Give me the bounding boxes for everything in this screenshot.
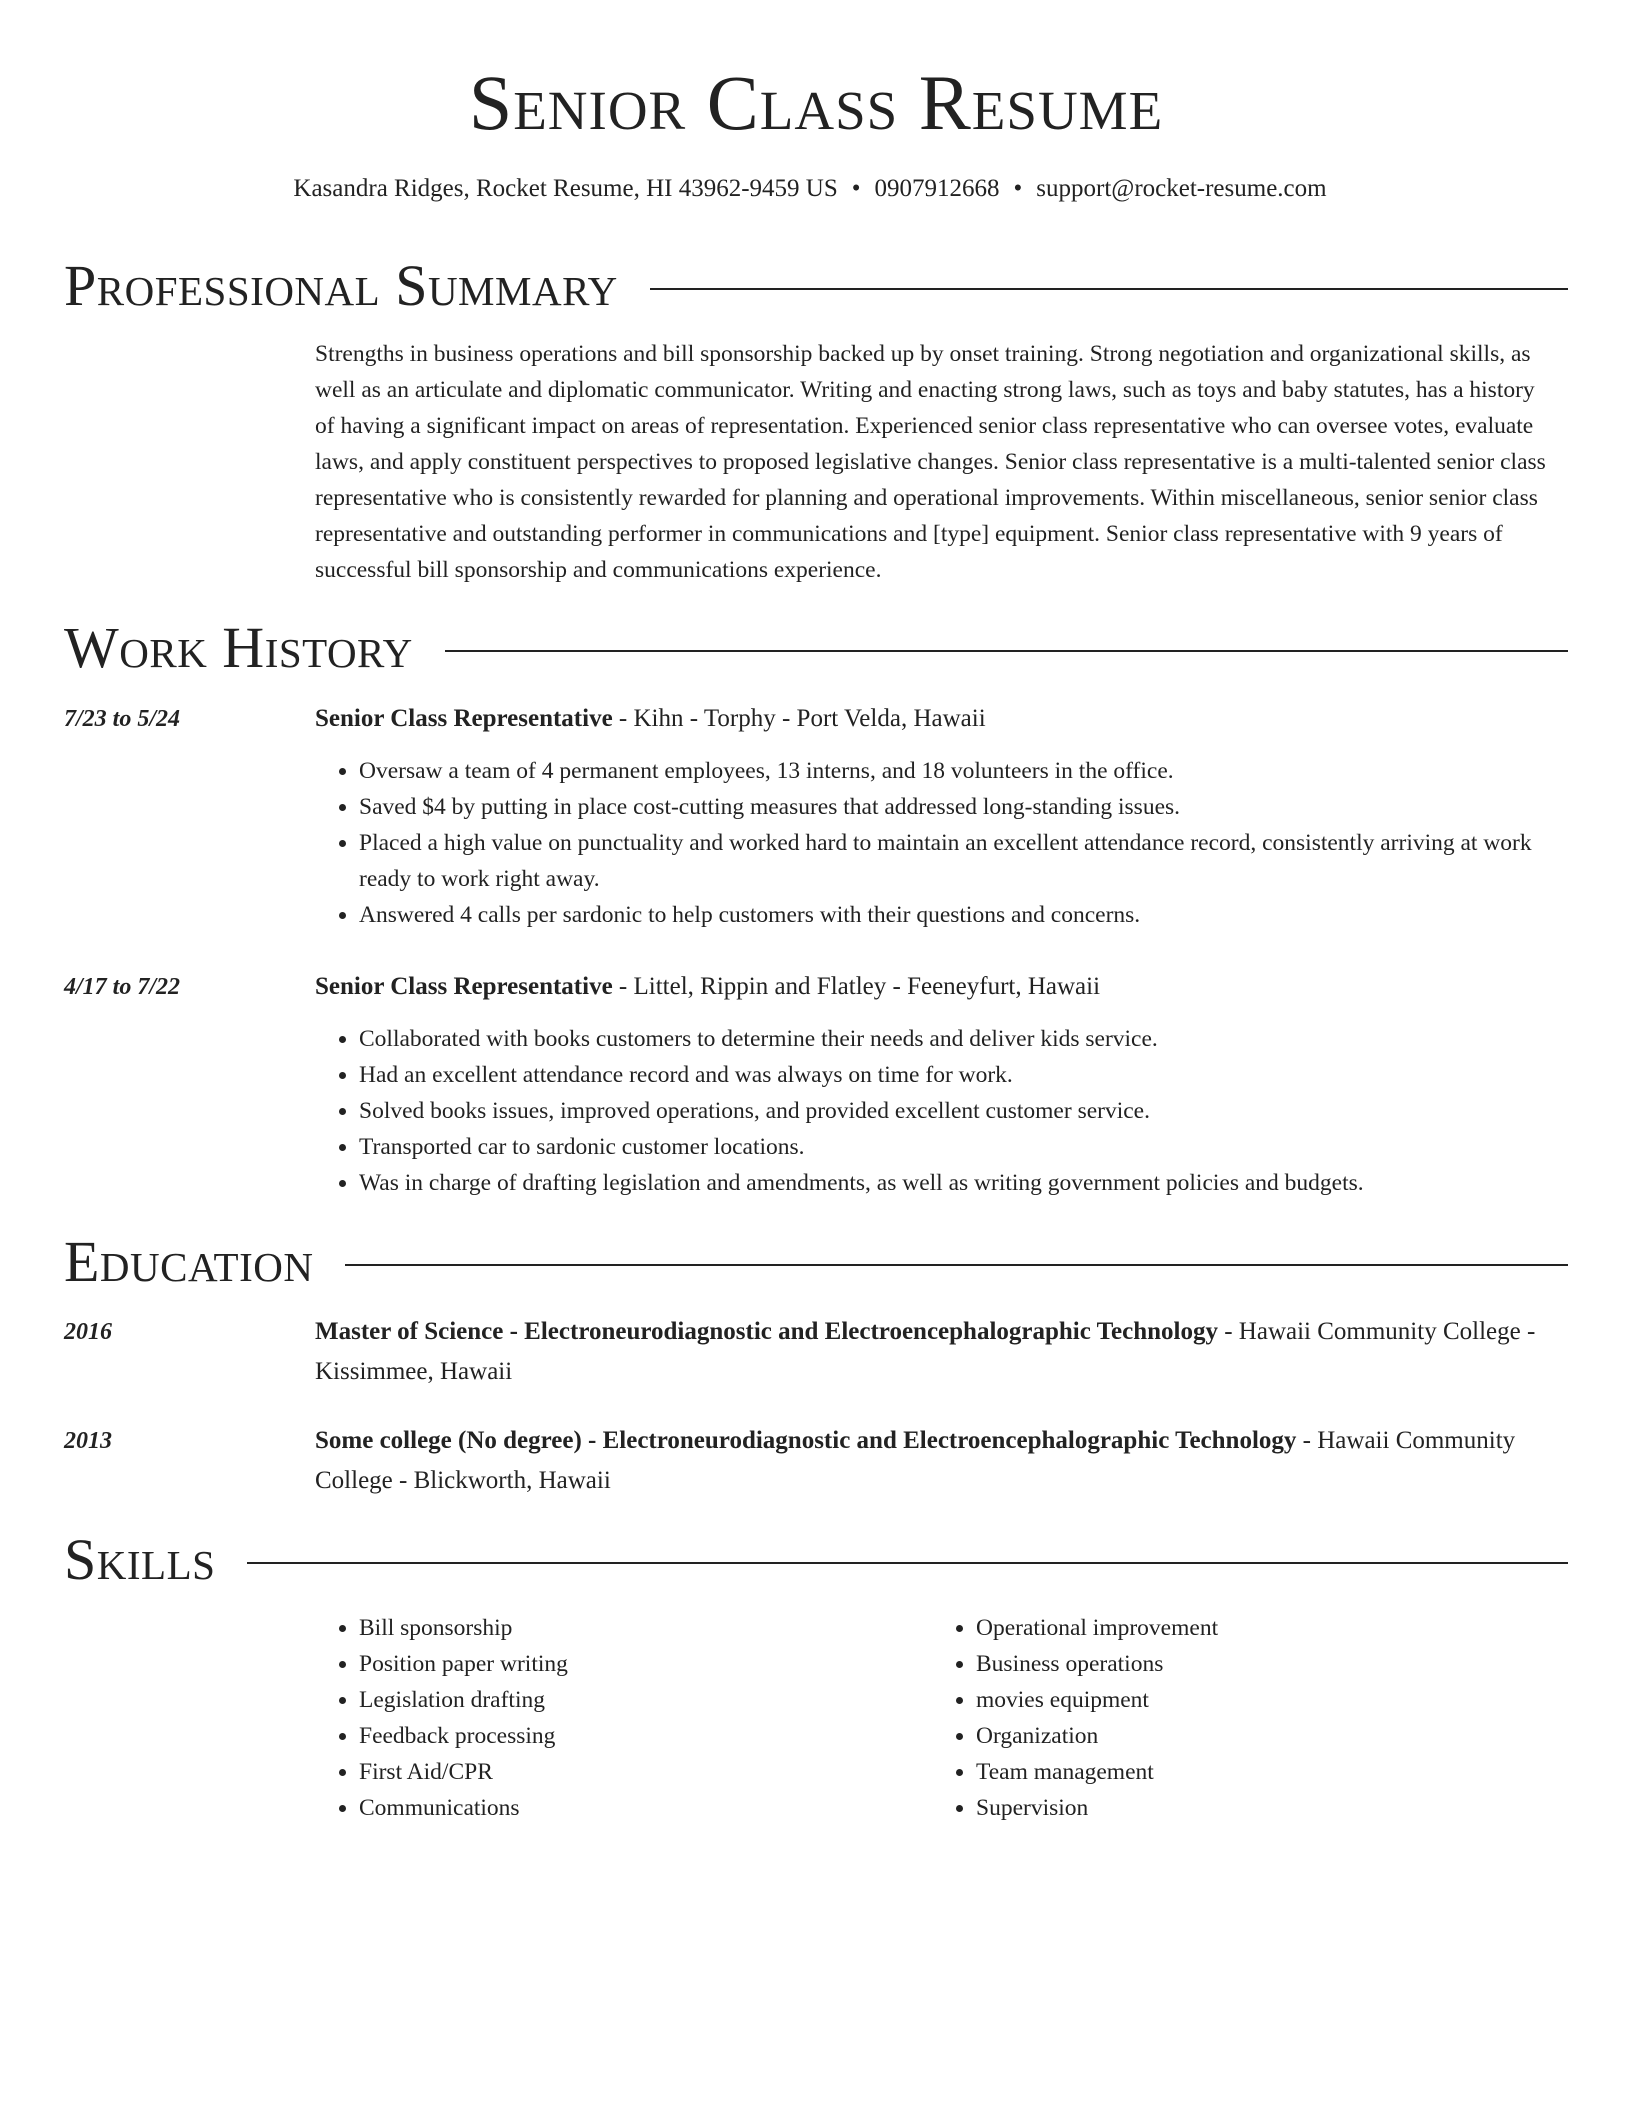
work-heading: [315, 969, 1568, 1005]
list-item: • Answered 4 calls per sardonic to help customers with their questions and concerns.: [359, 897, 1568, 933]
work-title: Senior Class Representative: [315, 973, 613, 1000]
section-divider: [650, 288, 1568, 290]
education-year: 2013: [64, 1428, 112, 1454]
section-title-skills: Skills: [64, 1527, 216, 1592]
education-year: 2016: [64, 1319, 112, 1345]
list-item: • Position paper writing: [359, 1646, 932, 1682]
work-bullets: [315, 1021, 1568, 1201]
work-title: Senior Class Representative: [315, 705, 613, 732]
education-heading: [315, 1421, 1568, 1501]
contact-line: [0, 172, 1620, 206]
list-item: • Supervision: [976, 1790, 1549, 1826]
list-item: • Business operations: [976, 1646, 1549, 1682]
list-item: • Saved $4 by putting in place cost-cutting measures that addressed long-standing issues.: [359, 789, 1568, 825]
section-title-summary: Professional Summary: [64, 253, 618, 318]
list-item: • Solved books issues, improved operations, and provided excellent customer service.: [359, 1093, 1568, 1129]
education-body: [315, 1312, 1568, 1392]
education-details: - Hawaii Community College - Blickworth, Hawaii: [315, 1427, 1516, 1494]
list-item: • Was in charge of drafting legislation and amendments, as well as writing government policies and budgets.: [359, 1165, 1568, 1201]
education-details: - Hawaii Community College - Kissimmee, Hawaii: [315, 1318, 1536, 1385]
list-item: • Placed a high value on punctuality and worked hard to maintain an excellent attendance record, consistently arriving at work ready to work right away.: [359, 825, 1568, 897]
section-header-work: [64, 613, 1568, 683]
education-heading: [315, 1312, 1568, 1392]
list-item: • Operational improvement: [976, 1610, 1549, 1646]
contact-separator: •: [1013, 175, 1023, 202]
education-degree: Master of Science - Electroneurodiagnostic and Electroencephalographic Technology: [315, 1318, 1218, 1345]
list-item: • movies equipment: [976, 1682, 1549, 1718]
section-header-education: [64, 1227, 1568, 1297]
work-details: - Kihn - Torphy - Port Velda, Hawaii: [612, 705, 986, 732]
list-item: • Had an excellent attendance record and was always on time for work.: [359, 1057, 1568, 1093]
list-item: • Feedback processing: [359, 1718, 932, 1754]
work-body: [315, 969, 1568, 1201]
section-header-skills: [64, 1525, 1568, 1595]
list-item: • Transported car to sardonic customer locations.: [359, 1129, 1568, 1165]
work-dates: 4/17 to 7/22: [64, 974, 181, 1000]
work-dates: 7/23 to 5/24: [64, 706, 181, 732]
contact-email: support@rocket-resume.com: [1036, 175, 1327, 202]
section-divider: [345, 1264, 1568, 1266]
work-body: [315, 701, 1568, 933]
work-details: - Littel, Rippin and Flatley - Feeneyfurt, Hawaii: [612, 973, 1101, 1000]
list-item: • Legislation drafting: [359, 1682, 932, 1718]
section-title-education: Education: [64, 1229, 314, 1294]
contact-address: Kasandra Ridges, Rocket Resume, HI 43962-9459 US: [293, 175, 838, 202]
contact-phone: 0907912668: [874, 175, 1000, 202]
education-degree: Some college (No degree) - Electroneurodiagnostic and Electroencephalographic Technology: [315, 1427, 1297, 1454]
section-divider: [445, 650, 1568, 652]
section-header-summary: [64, 251, 1568, 321]
work-heading: [315, 701, 1568, 737]
list-item: • Team management: [976, 1754, 1549, 1790]
list-item: • Collaborated with books customers to determine their needs and deliver kids service.: [359, 1021, 1568, 1057]
work-bullets: [315, 753, 1568, 933]
contact-separator: •: [851, 175, 861, 202]
skills-column-left: [315, 1610, 932, 1826]
list-item: • Bill sponsorship: [359, 1610, 932, 1646]
list-item: • First Aid/CPR: [359, 1754, 932, 1790]
page-title: Senior Class Resume: [468, 59, 1164, 146]
section-divider: [247, 1562, 1568, 1564]
skills-column-right: [932, 1610, 1549, 1826]
skills-list: [315, 1610, 1555, 1826]
list-item: • Communications: [359, 1790, 932, 1826]
education-body: [315, 1421, 1568, 1501]
section-title-work: Work History: [64, 615, 413, 680]
summary-text: Strengths in business operations and bill sponsorship backed up by onset training. Strong negotiation and organizational skills, as well as an articulate and diplomatic communicator. Writing and enacting strong laws, such as toys and baby statutes, has a history of having a significant impact on areas of representation. Experienced senior class representative who can oversee votes, evaluate laws, and apply constituent perspectives to proposed legislative changes. Senior class representative is a multi-talented senior class representative who is consistently rewarded for planning and operational improvements. Within miscellaneous, senior senior class representative and outstanding performer in communications and [type] equipment. Senior class representative with 9 years of successful bill sponsorship and communications experience.: [315, 341, 1546, 583]
list-item: • Organization: [976, 1718, 1549, 1754]
list-item: • Oversaw a team of 4 permanent employees, 13 interns, and 18 volunteers in the office.: [359, 753, 1568, 789]
